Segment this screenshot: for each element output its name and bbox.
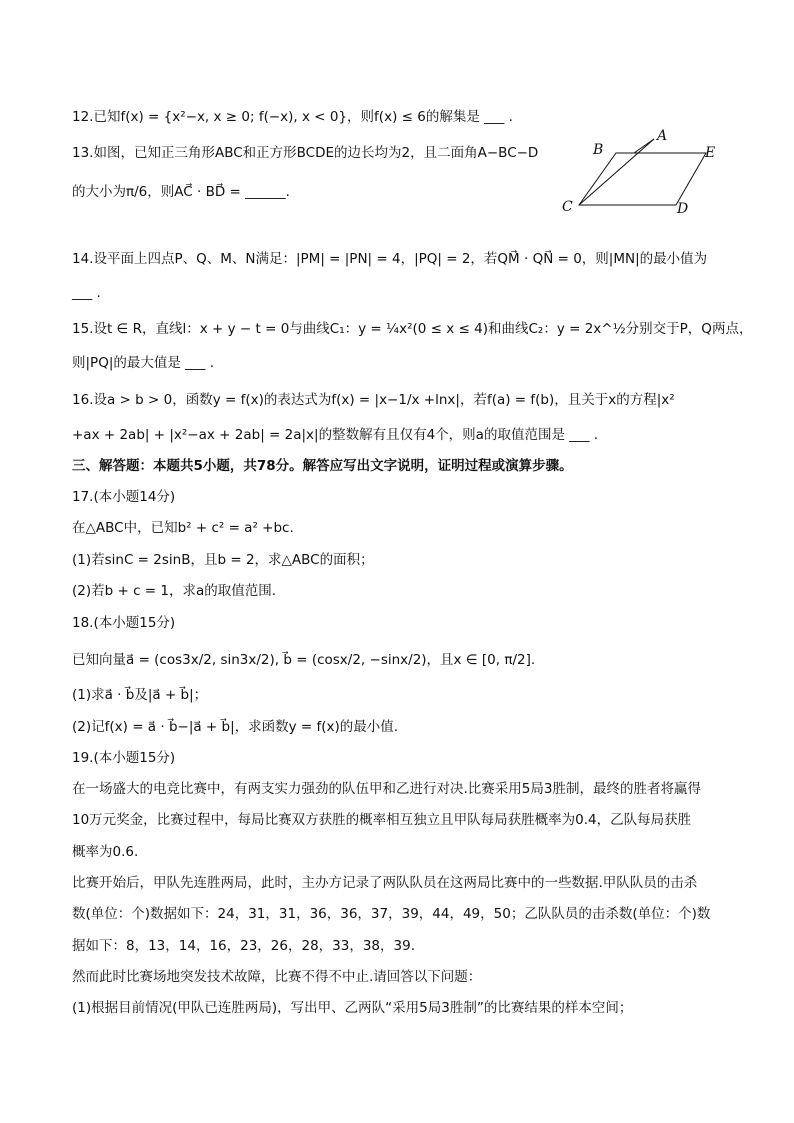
question-18-part-2: (2)记f(x) = a⃗ · b⃗−|a⃗ + b⃗|，求函数y = f(x)的最小值. — [72, 719, 399, 735]
question-19-heading: 19.(本小题15分) — [72, 750, 176, 766]
edge-ca — [579, 139, 654, 205]
question-13-line-2: 的大小为π/6，则AC⃗ · BD⃗ = ______. — [72, 184, 290, 200]
question-15-line-1: 15.设t ∈ R，直线l：x + y − t = 0与曲线C₁：y = ¼x²(0 ≤ x ≤ 4)和曲线C₂：y = 2x^½分别交于P，Q两点， — [72, 321, 753, 337]
edge-ab-visible — [634, 139, 654, 153]
label-d: D — [677, 201, 689, 217]
question-18-heading: 18.(本小题15分) — [72, 615, 176, 631]
question-18-stem: 已知向量a⃗ = (cos3x/2, sin3x/2), b⃗ = (cosx/2, −sinx/2)，且x ∈ [0, π/2]. — [72, 652, 536, 668]
question-19-sentence-6: 据如下：8，13，14，16，23，26，28，33，38，39. — [72, 938, 415, 954]
question-19-part-1: (1)根据目前情况(甲队已连胜两局)，写出甲、乙两队“采用5局3胜制”的比赛结果的样本空间； — [72, 1000, 633, 1016]
label-b: B — [593, 142, 604, 158]
question-19-sentence-3: 概率为0.6. — [72, 844, 139, 860]
question-18-part-1: (1)求a⃗ · b⃗及|a⃗ + b⃗|； — [72, 687, 208, 703]
question-17-heading: 17.(本小题14分) — [72, 489, 176, 505]
question-19-sentence-5: 数(单位：个)数据如下：24，31，31，36，36，37，39，44，49，50；乙队队员的击杀数(单位：个)数 — [72, 906, 711, 922]
question-19-sentence-2: 10万元奖金，比赛过程中，每局比赛双方获胜的概率相互独立且甲队每局获胜概率为0.4，乙队每局获胜 — [72, 812, 692, 828]
question-14-line-1: 14.设平面上四点P、Q、M、N满足：|PM| = |PN| = 4，|PQ| = 2，若QM⃗ · QN⃗ = 0，则|MN|的最小值为 — [72, 251, 708, 267]
question-13-line-1: 13.如图，已知正三角形ABC和正方形BCDE的边长均为2，且二面角A−BC−D — [72, 145, 539, 161]
question-16-line-1: 16.设a > b > 0，函数y = f(x)的表达式为f(x) = |x−1/x +lnx|，若f(a) = f(b)，且关于x的方程|x² — [72, 392, 675, 408]
question-16-line-2: +ax + 2ab| + |x²−ax + 2ab| = 2a|x|的整数解有且仅有4个，则a的取值范围是 ___ . — [72, 427, 599, 443]
section-3-heading: 三、解答题：本题共5小题，共78分。解答应写出文字说明，证明过程或演算步骤。 — [72, 458, 573, 474]
triangle-square-figure — [555, 122, 725, 222]
question-12: 12.已知f(x) = {x²−x, x ≥ 0; f(−x), x < 0}，则f(x) ≤ 6的解集是 ___ . — [72, 109, 513, 125]
square-bcde — [579, 153, 706, 205]
question-19-sentence-7: 然而此时比赛场地突发技术故障，比赛不得不中止.请回答以下问题： — [72, 969, 482, 985]
label-a: A — [657, 128, 668, 144]
question-19-sentence-1: 在一场盛大的电竞比赛中，有两支实力强劲的队伍甲和乙进行对决.比赛采用5局3胜制，最终的胜者将赢得 — [72, 781, 701, 797]
question-17-part-2: (2)若b + c = 1，求a的取值范围. — [72, 583, 277, 599]
question-17-stem: 在△ABC中，已知b² + c² = a² +bc. — [72, 520, 294, 536]
question-15-line-2: 则|PQ|的最大值是 ___ . — [72, 355, 214, 371]
question-19-sentence-4: 比赛开始后，甲队先连胜两局，此时，主办方记录了两队队员在这两局比赛中的一些数据.甲队队员的击杀 — [72, 875, 698, 891]
question-17-part-1: (1)若sinC = 2sinB，且b = 2，求△ABC的面积； — [72, 552, 374, 568]
question-14-line-2: ___ . — [72, 285, 101, 301]
label-c: C — [562, 199, 573, 215]
label-e: E — [705, 145, 716, 161]
